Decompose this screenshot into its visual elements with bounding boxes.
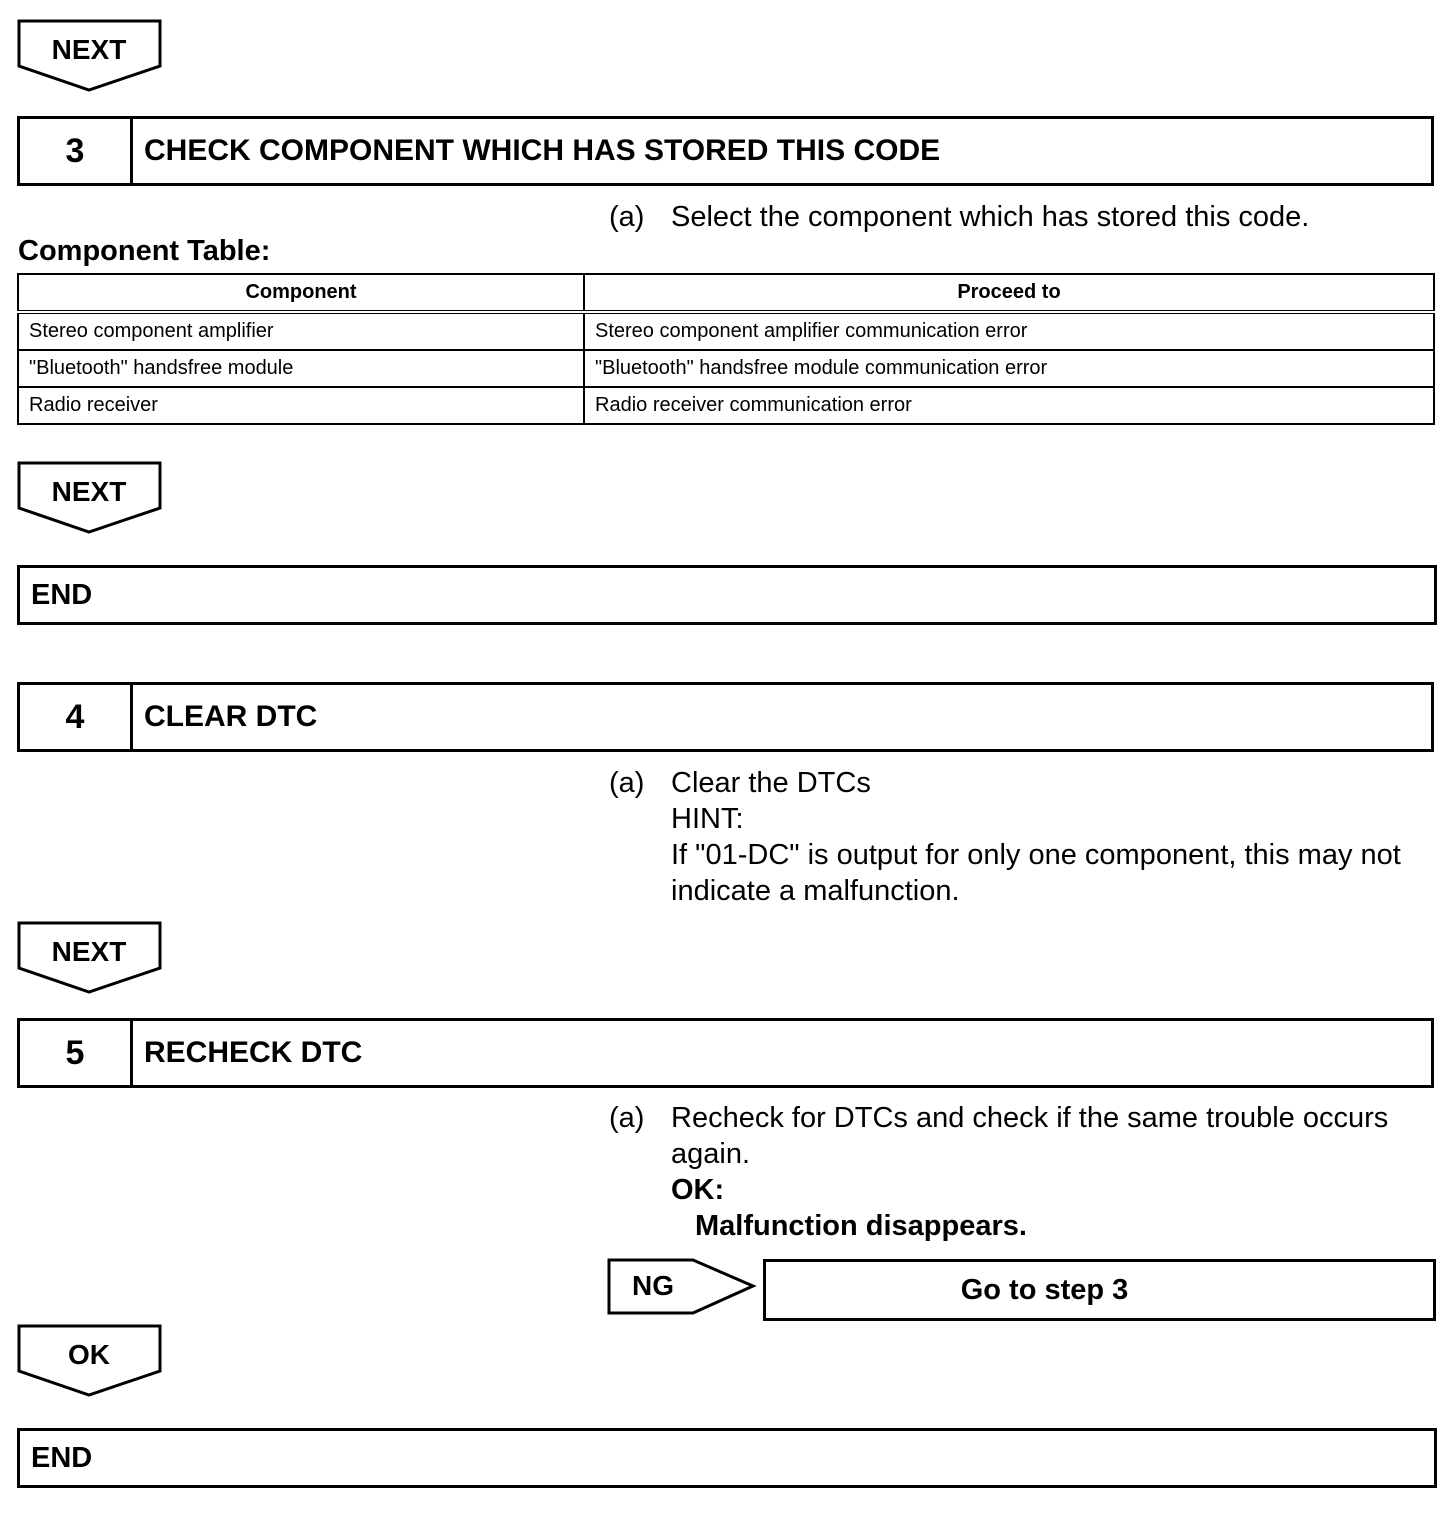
- next-label: NEXT: [51, 476, 127, 507]
- step-number: 4: [20, 685, 133, 749]
- instruction-body: [671, 1100, 1441, 1244]
- step-title: CLEAR DTC: [144, 700, 318, 733]
- table-row: [18, 350, 1434, 387]
- table-cell: Stereo component amplifier communication error: [584, 312, 1434, 350]
- end-box-1: END: [17, 565, 1437, 625]
- next-label: NEXT: [51, 34, 127, 65]
- next-arrow-2: [17, 461, 163, 535]
- table-row: [18, 387, 1434, 424]
- table-cell: Radio receiver communication error: [584, 387, 1434, 424]
- table-row: [18, 312, 1434, 350]
- component-table: [17, 273, 1435, 425]
- ng-label: NG: [632, 1270, 674, 1301]
- instruction-text: Select the component which has stored this code.: [671, 201, 1310, 233]
- step-title: RECHECK DTC: [144, 1036, 363, 1069]
- component-table-caption: Component Table:: [18, 235, 271, 267]
- table-cell: "Bluetooth" handsfree module: [18, 350, 584, 387]
- instruction-label: (a): [609, 767, 645, 799]
- end-box-2: END: [17, 1428, 1437, 1488]
- table-header-row: [18, 274, 1434, 312]
- table-cell: Stereo component amplifier: [18, 312, 584, 350]
- step-number: 3: [20, 119, 133, 183]
- right-arrow-icon: [607, 1258, 757, 1316]
- instruction-label: (a): [609, 1102, 645, 1134]
- instruction-label: (a): [609, 201, 645, 233]
- ok-arrow: [17, 1324, 163, 1398]
- instruction-body: [671, 765, 1441, 909]
- ok-label: OK: [68, 1339, 110, 1370]
- column-header-proceed-to: Proceed to: [584, 274, 1434, 312]
- step-title: CHECK COMPONENT WHICH HAS STORED THIS CODE: [144, 134, 941, 167]
- ng-action-box: Go to step 3: [763, 1259, 1436, 1321]
- step-3-header: [17, 116, 1434, 186]
- step-number: 5: [20, 1021, 133, 1085]
- step-5-header: [17, 1018, 1434, 1088]
- ok-condition-text: Malfunction disappears.: [695, 1210, 1027, 1242]
- ok-condition-label: OK:: [671, 1174, 725, 1206]
- hint-text: If "01-DC" is output for only one component, this may not indicate a malfunction.: [671, 839, 1401, 907]
- instruction-text: Clear the DTCs: [671, 767, 871, 799]
- table-cell: "Bluetooth" handsfree module communication error: [584, 350, 1434, 387]
- next-arrow-1: [17, 19, 163, 93]
- table-cell: Radio receiver: [18, 387, 584, 424]
- step-4-header: [17, 682, 1434, 752]
- hint-label: HINT:: [671, 803, 744, 835]
- column-header-component: Component: [18, 274, 584, 312]
- instruction-text: Recheck for DTCs and check if the same trouble occurs again.: [671, 1102, 1389, 1170]
- ng-arrow: [607, 1258, 757, 1316]
- next-label: NEXT: [51, 936, 127, 967]
- next-arrow-3: [17, 921, 163, 995]
